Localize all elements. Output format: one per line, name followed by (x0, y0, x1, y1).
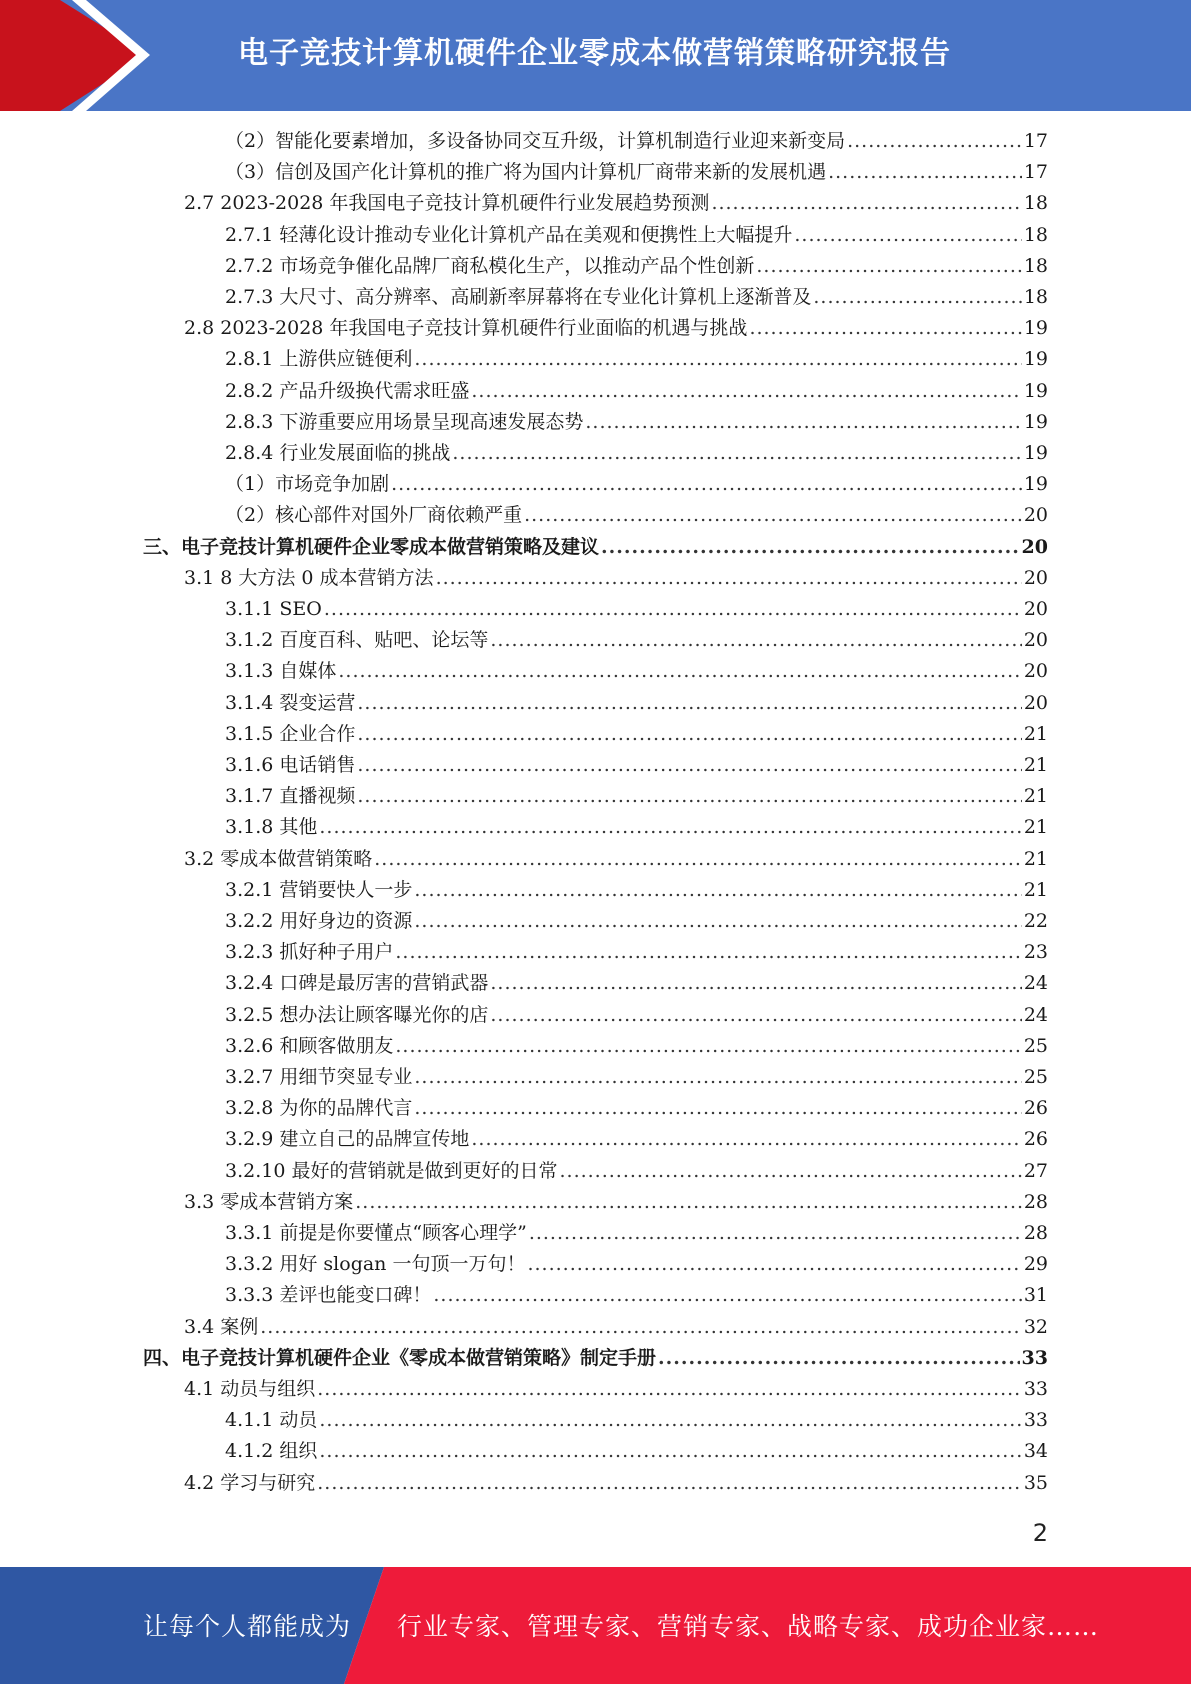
toc-entry-page: 32 (1023, 1315, 1048, 1338)
toc-entry-title: 四、电子竞技计算机硬件企业《零成本做营销策略》制定手册 (143, 1346, 657, 1369)
toc-entry-page: 34 (1023, 1440, 1048, 1463)
toc-entry[interactable] (225, 438, 1048, 469)
toc-entry-title: 3.3.2 用好 slogan 一句顶一万句！ (225, 1253, 526, 1276)
toc-entry-title: 3.1 8 大方法 0 成本营销方法 (184, 566, 434, 589)
toc-leader-dots (319, 1405, 1021, 1436)
toc-entry-title: 3.2.2 用好身边的资源 (225, 910, 413, 932)
toc-leader-dots (414, 1093, 1021, 1124)
toc-entry[interactable] (225, 656, 1048, 687)
toc-entry-title: 3.1.7 直播视频 (225, 785, 356, 808)
toc-entry-page: 20 (1023, 629, 1048, 652)
toc-entry-title: 3.2.5 想办法让顾客曝光你的店 (225, 1003, 489, 1026)
toc-entry-page: 33 (1021, 1346, 1048, 1369)
toc-entry[interactable] (225, 1031, 1048, 1062)
toc-entry-page: 21 (1023, 785, 1048, 808)
toc-entry-page: 21 (1023, 754, 1048, 776)
toc-entry[interactable] (225, 282, 1048, 313)
toc-entry-page: 19 (1023, 317, 1048, 340)
toc-leader-dots (338, 656, 1021, 687)
toc-entry-page: 21 (1023, 816, 1048, 839)
toc-leader-dots (813, 282, 1021, 313)
red-chevron-icon (0, 0, 160, 111)
toc-entry-title: 3.2.4 口碑是最厉害的营销武器 (225, 972, 489, 995)
toc-entry[interactable] (225, 251, 1048, 282)
toc-entry[interactable] (225, 126, 1048, 157)
toc-entry-page: 24 (1023, 1003, 1048, 1026)
toc-entry[interactable] (225, 906, 1048, 937)
toc-entry-page: 28 (1023, 1222, 1048, 1244)
toc-leader-dots (374, 844, 1022, 875)
toc-entry-page: 19 (1023, 379, 1048, 402)
toc-entry[interactable] (184, 1468, 1048, 1499)
toc-leader-dots (471, 1124, 1021, 1155)
toc-leader-dots (357, 781, 1021, 812)
toc-leader-dots (319, 1436, 1021, 1467)
toc-leader-dots (529, 1218, 1022, 1249)
toc-leader-dots (414, 906, 1021, 937)
toc-entry-page: 33 (1023, 1378, 1048, 1400)
toc-leader-dots (749, 313, 1021, 344)
toc-entry-title: 2.7 2023-2028 年我国电子竞技计算机硬件行业发展趋势预测 (184, 192, 710, 215)
toc-entry-title: 4.1.1 动员 (225, 1409, 318, 1432)
toc-entry-title: 3.2.7 用细节突显专业 (225, 1066, 413, 1088)
toc-entry[interactable] (225, 1249, 1048, 1280)
toc-entry[interactable] (225, 1062, 1048, 1093)
toc-entry-page: 18 (1023, 286, 1048, 308)
toc-entry-title: 2.8.2 产品升级换代需求旺盛 (225, 379, 470, 402)
toc-entry-title: 3.2.1 营销要快人一步 (225, 878, 413, 901)
toc-entry[interactable] (225, 968, 1048, 999)
toc-entry-page: 20 (1023, 504, 1048, 527)
toc-leader-dots (828, 157, 1022, 188)
toc-entry-page: 26 (1023, 1097, 1048, 1120)
toc-entry[interactable] (225, 1124, 1048, 1155)
toc-entry[interactable] (184, 188, 1048, 219)
toc-leader-dots (357, 750, 1021, 781)
toc-entry[interactable] (225, 1093, 1048, 1124)
toc-entry-title: 2.8 2023-2028 年我国电子竞技计算机硬件行业面临的机遇与挑战 (184, 317, 748, 340)
toc-entry-page: 23 (1023, 941, 1048, 964)
toc-leader-dots (471, 376, 1021, 407)
toc-entry[interactable] (143, 532, 1048, 563)
page-header-band (0, 0, 1191, 111)
toc-entry-page: 27 (1023, 1159, 1048, 1182)
toc-entry[interactable] (225, 500, 1048, 531)
toc-entry-page: 21 (1023, 878, 1048, 901)
toc-leader-dots (490, 1000, 1021, 1031)
toc-entry[interactable] (184, 1312, 1048, 1343)
toc-entry-title: 3.1.5 企业合作 (225, 722, 356, 745)
toc-entry-title: 2.7.3 大尺寸、高分辨率、高刷新率屏幕将在专业化计算机上逐渐普及 (225, 286, 812, 308)
toc-entry-page: 17 (1023, 161, 1048, 184)
toc-entry[interactable] (225, 812, 1048, 843)
toc-entry-page: 18 (1023, 192, 1048, 215)
toc-entry-page: 18 (1023, 223, 1048, 246)
toc-leader-dots (658, 1343, 1020, 1374)
toc-entry[interactable] (225, 469, 1048, 500)
toc-entry[interactable] (225, 750, 1048, 781)
page-footer-band (0, 1567, 1191, 1684)
toc-entry-title: 3.2.3 抓好种子用户 (225, 941, 394, 964)
toc-entry-title: 3.3.1 前提是你要懂点“顾客心理学” (225, 1222, 527, 1244)
toc-entry-title: 4.1.2 组织 (225, 1440, 318, 1463)
toc-entry[interactable] (225, 594, 1048, 625)
toc-entry-title: 3.1.1 SEO (225, 598, 322, 620)
toc-entry-page: 18 (1023, 254, 1048, 277)
toc-entry-page: 24 (1023, 972, 1048, 995)
toc-entry[interactable] (143, 1343, 1048, 1374)
toc-entry[interactable] (225, 937, 1048, 968)
toc-entry[interactable] (225, 344, 1048, 375)
toc-entry-title: （1）市场竞争加剧 (225, 473, 390, 496)
toc-leader-dots (756, 251, 1021, 282)
toc-entry[interactable] (225, 1280, 1048, 1311)
toc-entry-page: 21 (1023, 722, 1048, 745)
toc-entry-title: 2.8.3 下游重要应用场景呈现高速发展态势 (225, 410, 584, 433)
toc-entry-title: 3.2.8 为你的品牌代言 (225, 1097, 413, 1120)
toc-leader-dots (847, 126, 1022, 157)
toc-leader-dots (355, 1187, 1022, 1218)
toc-entry-page: 19 (1023, 410, 1048, 433)
toc-entry-page: 25 (1023, 1034, 1048, 1057)
toc-entry-title: 3.2.6 和顾客做朋友 (225, 1034, 394, 1057)
toc-entry-page: 21 (1023, 847, 1048, 870)
toc-entry-page: 35 (1023, 1471, 1048, 1494)
toc-entry[interactable] (184, 1187, 1048, 1218)
toc-entry[interactable] (225, 781, 1048, 812)
toc-leader-dots (490, 625, 1021, 656)
toc-leader-dots (490, 968, 1021, 999)
toc-entry[interactable] (225, 1436, 1048, 1467)
toc-leader-dots (559, 1156, 1021, 1187)
toc-leader-dots (601, 532, 1020, 563)
toc-leader-dots (452, 438, 1021, 469)
toc-leader-dots (414, 1062, 1021, 1093)
toc-leader-dots (414, 344, 1021, 375)
toc-entry-page: 20 (1023, 691, 1048, 714)
toc-leader-dots (436, 563, 1022, 594)
toc-entry-page: 20 (1023, 660, 1048, 683)
toc-entry-title: 3.2.10 最好的营销就是做到更好的日常 (225, 1159, 558, 1182)
toc-leader-dots (527, 1249, 1021, 1280)
toc-entry-title: 2.7.1 轻薄化设计推动专业化计算机产品在美观和便携性上大幅提升 (225, 223, 793, 246)
toc-entry-page: 29 (1023, 1253, 1048, 1276)
toc-entry-page: 22 (1023, 910, 1048, 932)
toc-leader-dots (395, 1031, 1021, 1062)
toc-entry-title: （2）智能化要素增加，多设备协同交互升级，计算机制造行业迎来新变局 (225, 130, 846, 152)
toc-entry-page: 19 (1023, 473, 1048, 496)
toc-entry[interactable] (184, 313, 1048, 344)
toc-entry-title: 3.3.3 差评也能变口碑！ (225, 1284, 432, 1307)
toc-leader-dots (324, 594, 1022, 625)
toc-leader-dots (414, 875, 1021, 906)
toc-entry-title: 3.1.4 裂变运营 (225, 691, 356, 714)
toc-entry[interactable] (225, 875, 1048, 906)
toc-entry[interactable] (225, 688, 1048, 719)
toc-entry[interactable] (225, 220, 1048, 251)
toc-entry[interactable] (225, 625, 1048, 656)
toc-entry-title: 3.1.3 自媒体 (225, 660, 337, 683)
toc-leader-dots (585, 407, 1021, 438)
toc-entry-title: 3.2 零成本做营销策略 (184, 847, 373, 870)
toc-leader-dots (260, 1312, 1022, 1343)
page-number: 2 (1032, 1519, 1048, 1547)
toc-leader-dots (357, 719, 1021, 750)
toc-leader-dots (711, 188, 1021, 219)
toc-entry[interactable] (225, 407, 1048, 438)
toc-entry-title: 3.1.8 其他 (225, 816, 318, 839)
report-title: 电子竞技计算机硬件企业零成本做营销策略研究报告 (238, 36, 951, 71)
toc-entry-title: 2.8.4 行业发展面临的挑战 (225, 442, 451, 464)
toc-leader-dots (357, 688, 1021, 719)
toc-leader-dots (391, 469, 1022, 500)
toc-entry-title: （2）核心部件对国外厂商依赖严重 (225, 504, 523, 527)
toc-entry-page: 17 (1023, 130, 1048, 152)
toc-entry[interactable] (225, 719, 1048, 750)
toc-entry[interactable] (184, 1374, 1048, 1405)
footer-slogan-left: 让每个人都能成为 (143, 1612, 352, 1641)
toc-entry-title: （3）信创及国产化计算机的推广将为国内计算机厂商带来新的发展机遇 (225, 161, 827, 184)
toc-leader-dots (317, 1468, 1022, 1499)
toc-entry-title: 3.2.9 建立自己的品牌宣传地 (225, 1128, 470, 1151)
toc-entry[interactable] (184, 844, 1048, 875)
toc-leader-dots (317, 1374, 1022, 1405)
toc-entry-title: 3.1.2 百度百科、贴吧、论坛等 (225, 629, 489, 652)
toc-entry-title: 2.8.1 上游供应链便利 (225, 348, 413, 371)
toc-entry-page: 19 (1023, 442, 1048, 464)
toc-entry-page: 19 (1023, 348, 1048, 371)
toc-entry-title: 2.7.2 市场竞争催化品牌厂商私模化生产，以推动产品个性创新 (225, 254, 755, 277)
toc-leader-dots (433, 1280, 1021, 1311)
toc-entry-title: 3.1.6 电话销售 (225, 754, 356, 776)
toc-entry-page: 25 (1023, 1066, 1048, 1088)
toc-entry[interactable] (184, 563, 1048, 594)
toc-entry-title: 4.2 学习与研究 (184, 1471, 316, 1494)
toc-leader-dots (319, 812, 1021, 843)
toc-entry-page: 26 (1023, 1128, 1048, 1151)
toc-entry-page: 33 (1023, 1409, 1048, 1432)
toc-entry[interactable] (225, 1000, 1048, 1031)
toc-entry-title: 3.3 零成本营销方案 (184, 1190, 354, 1213)
toc-leader-dots (395, 937, 1021, 968)
toc-entry-page: 20 (1023, 598, 1048, 620)
toc-entry-title: 3.4 案例 (184, 1315, 259, 1338)
toc-entry-page: 20 (1023, 566, 1048, 589)
toc-entry-title: 4.1 动员与组织 (184, 1378, 316, 1400)
toc-entry-page: 20 (1021, 535, 1048, 558)
toc-entry-title: 三、电子竞技计算机硬件企业零成本做营销策略及建议 (143, 535, 600, 558)
footer-slogan-right: 行业专家、管理专家、营销专家、战略专家、成功企业家…… (397, 1612, 1100, 1641)
toc-leader-dots (794, 220, 1021, 251)
toc-entry[interactable] (225, 1218, 1048, 1249)
toc-entry[interactable] (225, 1405, 1048, 1436)
toc-entry[interactable] (225, 157, 1048, 188)
toc-entry[interactable] (225, 1156, 1048, 1187)
toc-entry-page: 31 (1023, 1284, 1048, 1307)
toc-entry[interactable] (225, 376, 1048, 407)
toc-entry-page: 28 (1023, 1190, 1048, 1213)
toc-leader-dots (524, 500, 1022, 531)
